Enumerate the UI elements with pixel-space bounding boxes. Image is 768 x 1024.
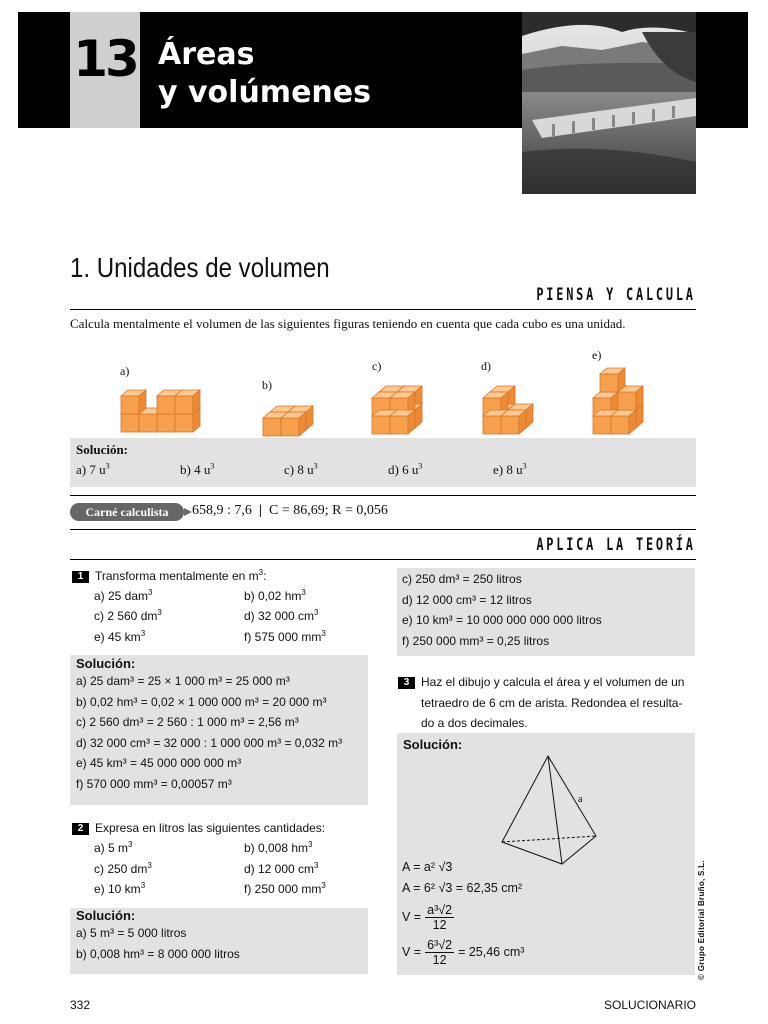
chapter-photo-dam [522, 12, 696, 194]
question-1-number: 1 [72, 571, 89, 583]
carne-result: C = 86,69; R = 0,056 [268, 503, 388, 518]
chapter-number: 13 [73, 30, 137, 88]
q2-option-d: d) 12 000 $cm^3$ [244, 861, 319, 876]
section-rule [70, 309, 696, 310]
solution-2-line: d) 12 000 cm³ = 12 litros [402, 592, 532, 607]
q2-option-b: b) 0,008 $hm^3$ [244, 840, 313, 855]
q2-option-c: c) 250 $dm^3$ [94, 861, 152, 876]
solution-1 [76, 656, 342, 794]
figure-label-d: d) [481, 359, 491, 373]
carne-bottom-rule [70, 529, 696, 530]
aplica-la-teoria-label: APLICA LA TEORÍA [536, 535, 696, 555]
q1-option-b: b) 0,02 $hm^3$ [244, 588, 306, 603]
q1-option-e: e) 45 $km^3$ [94, 629, 146, 644]
page-number: 332 [70, 998, 91, 1012]
chapter-title-line2: y volúmenes [158, 75, 371, 110]
solution-1-line: d) 32 000 cm³ = 32 000 : 1 000 000 m³ = 0,032 m³ [76, 735, 343, 750]
figure-e-cubes [593, 368, 643, 434]
question-2: 2 Expresa en litros las siguientes cantidades: [72, 818, 372, 839]
figure-d-cubes [483, 386, 533, 434]
question-2-number: 2 [72, 823, 89, 835]
volume-formula: V = $\frac{\text{a³√2}}{12}$ [402, 903, 453, 932]
volume-result: V = $\frac{\text{6³√2}}{12}$ = 25,46 cm³ [402, 938, 525, 967]
figure-b-cubes [263, 406, 313, 436]
area-result: A = 6² √3 = 62,35 cm² [402, 880, 523, 895]
question-3: 3 Haz el dibujo y calcula el área y el volumen de un tetraedro de 6 cm de arista. Redondea el resulta- do a dos decimales. [398, 672, 698, 734]
aplica-rule [70, 559, 696, 560]
solution-piensa-b: b) 4 $u^3$ [180, 461, 215, 477]
edge-label-a: a [578, 794, 583, 805]
solution-1-line: b) 0,02 hm³ = 0,02 × 1 000 000 m³ = 20 000 m³ [76, 694, 327, 709]
piensa-y-calcula-label: PIENSA Y CALCULA [536, 285, 696, 305]
footer-solucionario: SOLUCIONARIO [603, 998, 696, 1012]
solution-2-line: b) 0,008 hm³ = 8 000 000 litros [76, 946, 240, 961]
solution-3-title: Solución: [403, 737, 463, 752]
cube-figures [0, 350, 700, 440]
q2-option-e: e) 10 $km^3$ [94, 881, 146, 896]
solution-piensa-e: e) 8 $u^3$ [493, 461, 527, 477]
section-title: 1. Unidades de volumen [70, 252, 330, 283]
solution-piensa-title: Solución: [76, 442, 129, 457]
carne-top-rule [70, 495, 696, 496]
figure-label-c: c) [372, 359, 382, 373]
solution-3-formulas [402, 857, 522, 898]
solution-piensa-box [70, 438, 696, 487]
figure-a-cubes [121, 390, 200, 432]
solution-1-line: a) 25 dam³ = 25 × 1 000 m³ = 25 000 m³ [76, 674, 290, 688]
carne-operation: 658,9 : 7,6 [192, 503, 252, 518]
solution-2-left [76, 908, 240, 964]
q1-option-a: a) 25 dam$^3$ [94, 588, 153, 603]
q2-option-f: f) 250 000 $mm^3$ [244, 881, 326, 896]
q1-option-f: f) 575 000 $mm^3$ [244, 629, 326, 644]
solution-piensa-a: a) 7 $u^3$ [76, 461, 110, 477]
solution-2-line: a) 5 m³ = 5 000 litros [76, 926, 187, 940]
figure-c-cubes [372, 386, 422, 434]
solution-2-line: f) 250 000 mm³ = 0,25 litros [402, 633, 550, 648]
intro-text: Calcula mentalmente el volumen de las siguientes figuras teniendo en cuenta que cada cubo es una unidad. [70, 316, 626, 331]
carne-calculista-badge: Carné calculista [70, 503, 184, 521]
q1-option-c: c) 2 560 $dm^3$ [94, 608, 162, 623]
solution-2-title: Solución: [76, 908, 136, 923]
solution-1-line: f) 570 000 mm³ = 0,00057 m³ [76, 776, 232, 791]
copyright-vertical: © Grupo Editorial Bruño, S.L. [697, 860, 706, 980]
tetrahedron-diagram [490, 750, 610, 870]
carne-calculista-exercise [192, 503, 388, 519]
q1-option-d: d) 32 000 $cm^3$ [244, 608, 319, 623]
solution-1-line: c) 2 560 dm³ = 2 560 : 1 000 m³ = 2,56 m³ [76, 715, 299, 729]
question-1: 1 Transforma mentalmente en $m^3$: [72, 566, 372, 587]
figure-label-a: a) [120, 364, 130, 378]
chapter-number-box [70, 12, 140, 128]
chapter-title-line1: Áreas [158, 37, 255, 72]
solution-1-title: Solución: [76, 656, 136, 671]
solution-1-line: e) 45 km³ = 45 000 000 000 m³ [76, 756, 242, 770]
question-3-number: 3 [398, 677, 415, 689]
carne-separator: | [258, 503, 262, 518]
solution-2-line: c) 250 dm³ = 250 litros [402, 572, 522, 586]
solution-piensa-c: c) 8 $u^3$ [284, 461, 318, 477]
chapter-title [158, 36, 371, 112]
q2-option-a: a) 5 $m^3$ [94, 840, 133, 855]
area-formula: A = a² √3 [402, 860, 453, 874]
figure-label-b: b) [262, 378, 272, 392]
solution-2-right [402, 569, 602, 651]
solution-2-line: e) 10 km³ = 10 000 000 000 000 litros [402, 613, 602, 627]
solution-piensa-d: d) 6 $u^3$ [388, 461, 423, 477]
figure-label-e: e) [592, 348, 602, 362]
